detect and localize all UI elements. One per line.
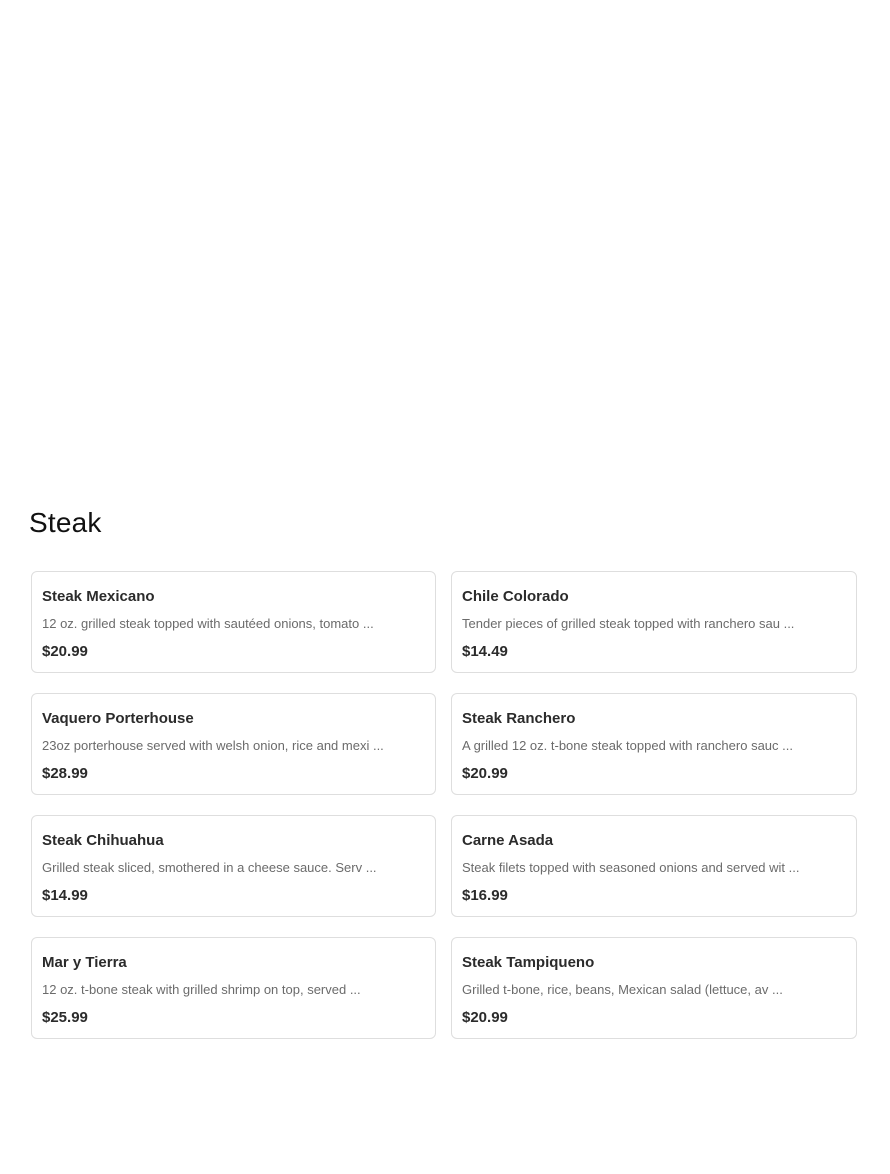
menu-item-name: Steak Mexicano [42, 588, 155, 605]
menu-item-description: Grilled t-bone, rice, beans, Mexican salad (lettuce, av ... [462, 982, 783, 997]
menu-item-description: Tender pieces of grilled steak topped with ranchero sau ... [462, 616, 795, 631]
menu-item-card[interactable] [31, 937, 436, 1039]
menu-item-card[interactable] [31, 815, 436, 917]
menu-item-card[interactable] [451, 693, 857, 795]
menu-item-name: Chile Colorado [462, 588, 569, 605]
menu-item-card[interactable] [451, 937, 857, 1039]
menu-item-name: Steak Tampiqueno [462, 954, 595, 971]
menu-item-description: 23oz porterhouse served with welsh onion, rice and mexi ... [42, 738, 384, 753]
menu-item-name: Carne Asada [462, 832, 554, 849]
menu-item-description: A grilled 12 oz. t-bone steak topped with ranchero sauc ... [462, 738, 793, 753]
menu-item-card[interactable] [31, 571, 436, 673]
menu-item-name: Steak Chihuahua [42, 832, 164, 849]
menu-item-grid [31, 571, 857, 1039]
menu-item-price: $20.99 [42, 643, 88, 660]
menu-item-description: 12 oz. t-bone steak with grilled shrimp on top, served ... [42, 982, 361, 997]
menu-item-description: 12 oz. grilled steak topped with sautéed onions, tomato ... [42, 616, 374, 631]
menu-item-card[interactable] [31, 693, 436, 795]
menu-item-price: $20.99 [462, 1009, 508, 1026]
menu-item-price: $28.99 [42, 765, 88, 782]
menu-item-card[interactable] [451, 815, 857, 917]
menu-item-price: $25.99 [42, 1009, 88, 1026]
menu-item-name: Mar y Tierra [42, 954, 127, 971]
menu-item-price: $14.99 [42, 887, 88, 904]
menu-item-description: Steak filets topped with seasoned onions and served wit ... [462, 860, 800, 875]
menu-item-card[interactable] [451, 571, 857, 673]
menu-item-price: $14.49 [462, 643, 508, 660]
menu-item-price: $16.99 [462, 887, 508, 904]
section-title: Steak [29, 507, 102, 538]
menu-item-description: Grilled steak sliced, smothered in a cheese sauce. Serv ... [42, 860, 377, 875]
menu-item-price: $20.99 [462, 765, 508, 782]
menu-item-name: Vaquero Porterhouse [42, 710, 194, 727]
menu-item-name: Steak Ranchero [462, 710, 576, 727]
